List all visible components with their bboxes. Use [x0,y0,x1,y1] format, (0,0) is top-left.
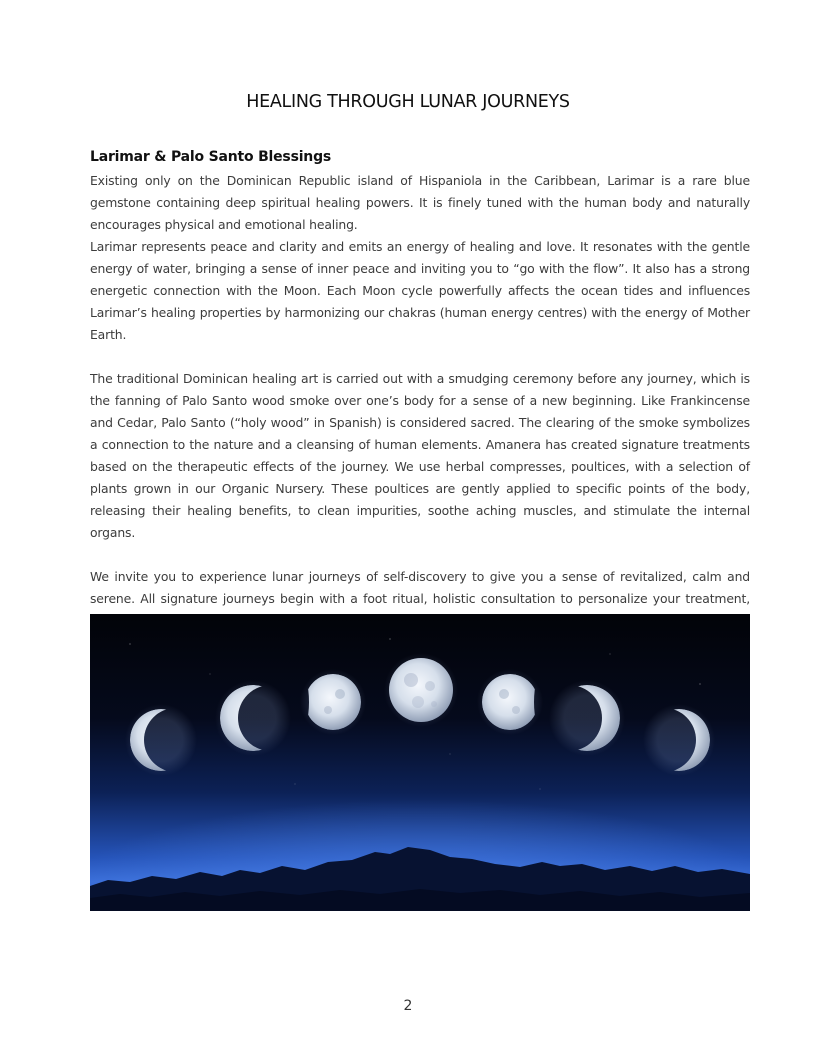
paragraph-larimar-intro: Existing only on the Dominican Republic island of Hispaniola in the Caribbean, Larimar is a rare blue gemstone containing deep spiritual healing powers. It is finely tuned with the human body and naturally encourages physical and emotional healing. [90,173,750,232]
document-body [90,146,750,632]
moon-waning-crescent [549,680,625,756]
moon-waxing-crescent-small [125,704,197,776]
page-number: 2 [403,998,413,1014]
paragraph-larimar-energy: Larimar represents peace and clarity and emits an energy of healing and love. It resonates with the gentle energy of water, bringing a sense of inner peace and inviting you to “go with the flow”. It also has a strong energetic connection with the Moon. Each Moon cycle powerfully affects the ocean tides and influences Larimar’s healing properties by harmonizing our chakras (human energy centres) with the energy of Mother Earth. [90,239,750,342]
moon-full [384,653,458,727]
page-title: HEALING THROUGH LUNAR JOURNEYS [246,92,570,112]
moon-waxing-gibbous [300,669,366,735]
paragraph-spacer [90,544,750,566]
moon-phases-image [90,614,750,911]
section-heading: Larimar & Palo Santo Blessings [90,149,332,165]
paragraph-invitation: We invite you to experience lunar journeys of self-discovery to give you a sense of revitalized, calm and serene. All signature journeys begin with a foot ritual, holistic consultation to personalize your treatment, [90,569,750,606]
moon-waxing-crescent [215,680,291,756]
moon-waning-gibbous [477,669,543,735]
paragraph-spacer [90,346,750,368]
moon-waning-crescent-small [643,704,715,776]
paragraph-palo-santo: The traditional Dominican healing art is carried out with a smudging ceremony before any journey, which is the fanning of Palo Santo wood smoke over one’s body for a sense of a new beginning. Like Frankincense and Cedar, Palo Santo (“holy wood” in Spanish) is considered sacred. The clearing of the smoke symbolizes a connection to the nature and a cleansing of human elements. Amanera has created signature treatments based on the therapeutic effects of the journey. We use herbal compresses, poultices, with a selection of plants grown in our Organic Nursery. These poultices are gently applied to specific points of the body, releasing their healing benefits, to clean impurities, soothe aching muscles, and stimulate the internal organs. [90,371,750,540]
